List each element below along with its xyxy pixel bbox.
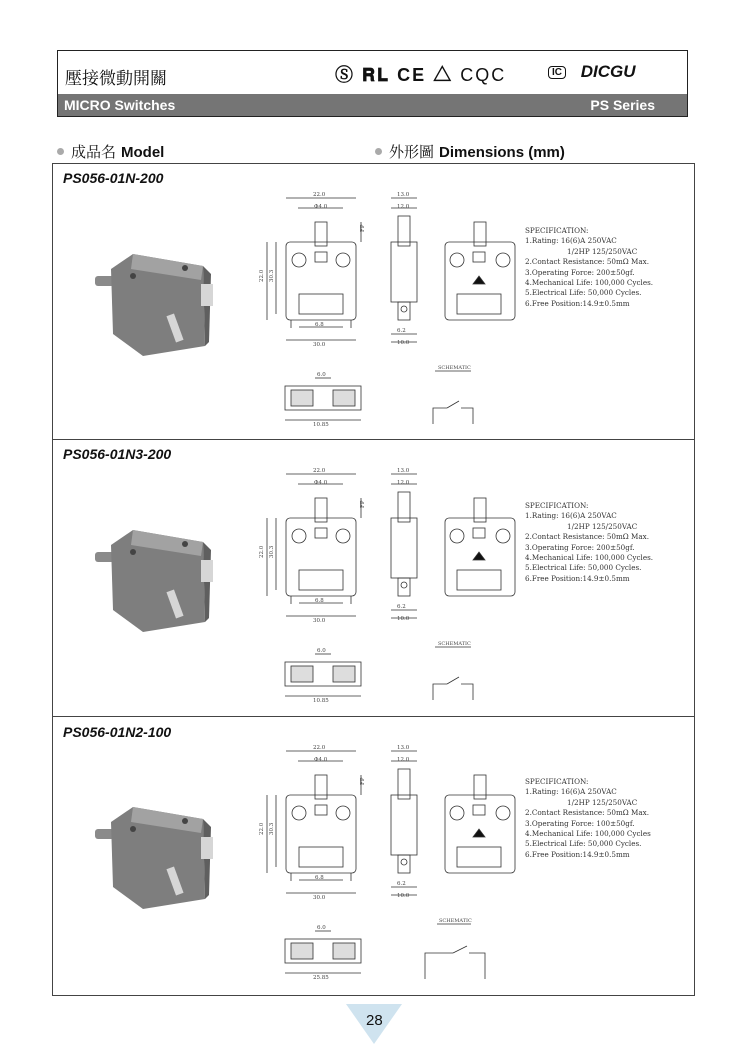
dim-height-side: 22.0 [259, 545, 265, 558]
spec-line: 6.Free Position:14.9±0.5mm [525, 298, 630, 308]
dim-height: 30.0 [313, 342, 326, 348]
dim-base: 25.85 [313, 975, 329, 981]
side-view [391, 474, 417, 618]
model-name: PS056-01N3-200 [63, 446, 172, 462]
spec-line: 6.Free Position:14.9±0.5mm [525, 849, 630, 859]
dim-depth2: 12.0 [397, 204, 410, 210]
bullet-icon [57, 148, 64, 155]
ce-icon: CE [397, 65, 427, 85]
section-dimensions-en: Dimensions (mm) [439, 144, 565, 161]
dim-width: 22.0 [313, 192, 326, 198]
spec-line: 5.Electrical Life: 50,000 Cycles. [525, 839, 642, 849]
certification-marks [335, 61, 506, 87]
spec-line: SPECIFICATION: [525, 226, 589, 235]
spec-line: 5.Electrical Life: 50,000 Cycles. [525, 563, 642, 573]
spec-line: 2.Contact Resistance: 50mΩ Max. [525, 808, 650, 818]
dim-pin2: 6.2 [397, 328, 406, 334]
spec-line: 1/2HP 125/250VAC [567, 797, 638, 807]
schematic-label: SCHEMATIC [438, 365, 471, 371]
bottom-view-labels [313, 648, 329, 704]
side-view-labels [397, 192, 410, 346]
section-dimensions-cn: 外形圖 [389, 144, 435, 161]
spec-line: 3.Operating Force: 200±50gf. [525, 267, 635, 277]
section-model [57, 141, 164, 162]
side-view [391, 751, 417, 895]
dim-pin: 6.8 [315, 875, 324, 881]
spec-line: 1.Rating: 16(6)A 250VAC [525, 511, 617, 521]
dim-depth2: 12.0 [397, 480, 410, 486]
spec-line: 5.Electrical Life: 50,000 Cycles. [525, 288, 642, 298]
front-view [267, 751, 361, 893]
spec-line: 1.Rating: 16(6)A 250VAC [525, 787, 617, 797]
spec-line: 3.Operating Force: 100±50gf. [525, 818, 635, 828]
dim-stem: Φ4.0 [314, 757, 328, 763]
spec-line: 4.Mechanical Life: 100,000 Cycles. [525, 278, 654, 288]
schematic-label: SCHEMATIC [439, 918, 472, 924]
section-model-cn: 成品名 [71, 144, 117, 161]
cqc-mark: CQC [460, 65, 507, 85]
side-view [391, 198, 417, 342]
back-view [445, 775, 515, 873]
spec-line: 1.Rating: 16(6)A 250VAC [525, 236, 617, 246]
dim-pitch: 6.0 [317, 925, 326, 931]
model-name: PS056-01N-200 [63, 170, 164, 186]
spec-line: 2.Contact Resistance: 50mΩ Max. [525, 532, 650, 542]
dim-height-side2: 30.3 [269, 822, 275, 835]
dim-height2: 10.0 [397, 893, 410, 899]
schematic-symbol [425, 924, 485, 979]
dim-pin: 6.8 [315, 598, 324, 604]
spec-line: SPECIFICATION: [525, 777, 589, 786]
dim-depth: 13.0 [397, 745, 410, 751]
dim-width: 22.0 [313, 468, 326, 474]
switch-photo [95, 807, 213, 909]
dim-fp: FP [360, 500, 366, 508]
front-view [267, 474, 361, 616]
schematic-symbol [433, 371, 473, 424]
dim-pitch: 6.0 [317, 648, 326, 654]
side-view-labels [397, 745, 410, 899]
ul-icon: 𝐑𝐋 [362, 65, 391, 85]
bottom-view [285, 378, 361, 420]
bottom-view-labels [313, 925, 329, 981]
spec-line: 6.Free Position:14.9±0.5mm [525, 573, 630, 583]
category-label: MICRO Switches [64, 97, 176, 113]
model-name: PS056-01N2-100 [63, 724, 172, 740]
bullet-icon [375, 148, 382, 155]
bottom-view [285, 654, 361, 696]
front-view-labels [259, 745, 366, 901]
switch-photo [95, 530, 213, 632]
bottom-view [285, 931, 361, 973]
dim-depth2: 12.0 [397, 757, 410, 763]
dim-base: 10.85 [313, 698, 329, 704]
dim-stem: Φ4.0 [314, 480, 328, 486]
dim-pin2: 6.2 [397, 881, 406, 887]
dim-width: 22.0 [313, 745, 326, 751]
dim-pitch: 6.0 [317, 372, 326, 378]
spec-block [525, 501, 653, 584]
spec-line: 4.Mechanical Life: 100,000 Cycles. [525, 553, 654, 563]
dim-height-side: 22.0 [259, 269, 265, 282]
spec-block [525, 226, 653, 309]
schematic-symbol [433, 647, 473, 700]
dim-height-side2: 30.3 [269, 545, 275, 558]
dim-height: 30.0 [313, 618, 326, 624]
vde-icon: △ [433, 65, 454, 85]
dim-base: 10.85 [313, 422, 329, 428]
brand-name: DICGU [580, 62, 636, 81]
brand-logo-icon: IC [548, 66, 566, 79]
page-number: 28 [366, 1012, 383, 1029]
dim-fp: FP [360, 777, 366, 785]
spec-block [525, 777, 651, 860]
spec-line: 2.Contact Resistance: 50mΩ Max. [525, 257, 650, 267]
dim-depth: 13.0 [397, 192, 410, 198]
brand [548, 62, 636, 82]
dim-height2: 10.0 [397, 340, 410, 346]
header-title-cn: 壓接微動開關 [65, 69, 167, 88]
csa-icon: Ⓢ [335, 65, 355, 85]
product-table [52, 163, 695, 996]
dim-pin: 6.8 [315, 322, 324, 328]
dim-stem: Φ4.0 [314, 204, 328, 210]
back-view [445, 498, 515, 596]
schematic-label: SCHEMATIC [438, 641, 471, 647]
front-view-labels [259, 192, 366, 348]
page-header [57, 50, 688, 117]
spec-line: 1/2HP 125/250VAC [567, 246, 638, 256]
series-label: PS Series [590, 97, 655, 113]
section-dimensions [375, 141, 565, 162]
side-view-labels [397, 468, 410, 622]
dim-pin2: 6.2 [397, 604, 406, 610]
back-view [445, 222, 515, 320]
spec-line: SPECIFICATION: [525, 501, 589, 510]
dim-height: 30.0 [313, 895, 326, 901]
dim-fp: FP [360, 224, 366, 232]
dim-height-side: 22.0 [259, 822, 265, 835]
dim-height2: 10.0 [397, 616, 410, 622]
dim-height-side2: 30.3 [269, 269, 275, 282]
front-view-labels [259, 468, 366, 624]
switch-photo [95, 254, 213, 356]
spec-line: 3.Operating Force: 200±50gf. [525, 542, 635, 552]
header-bar [58, 94, 687, 116]
spec-line: 4.Mechanical Life: 100,000 Cycles [525, 829, 651, 839]
front-view [267, 198, 361, 340]
spec-line: 1/2HP 125/250VAC [567, 521, 638, 531]
dim-depth: 13.0 [397, 468, 410, 474]
section-model-en: Model [121, 144, 165, 161]
